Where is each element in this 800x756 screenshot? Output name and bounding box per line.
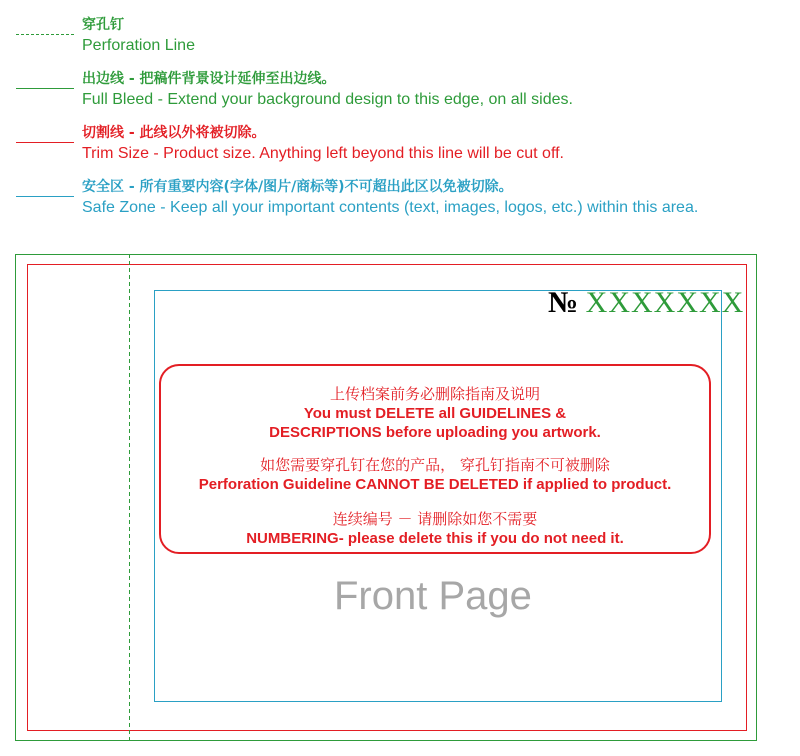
legend-safe-zone-cn: 安全区 - 所有重要内容(字体/图片/商标等)不可超出此区以免被切除。 <box>82 179 513 195</box>
front-page-label: Front Page <box>334 574 532 618</box>
legend-trim-cn: 切割线 - 此线以外将被切除。 <box>82 125 266 141</box>
notice-perforation-en: Perforation Guideline CANNOT BE DELETED if applied to product. <box>198 476 672 493</box>
notice-numbering-cn: 连续编号 － 请删除如您不需要 <box>332 510 538 528</box>
legend-bleed-cn: 出边线 - 把稿件背景设计延伸至出边线。 <box>82 71 336 87</box>
legend-bleed-en: Full Bleed - Extend your background design to this edge, on all sides. <box>82 91 573 108</box>
notice-numbering-en: NUMBERING- please delete this if you do not need it. <box>246 530 624 547</box>
legend-perforation-cn: 穿孔钉 <box>82 17 124 33</box>
numbering-placeholder <box>548 285 744 321</box>
notice-perforation-cn: 如您需要穿孔钉在您的产品， 穿孔钉指南不可被删除 <box>260 456 610 474</box>
guideline-notice-box <box>159 364 711 554</box>
legend-safe-zone-en: Safe Zone - Keep all your important contents (text, images, logos, etc.) within this area. <box>82 199 699 216</box>
numbering-symbol: № <box>548 286 579 319</box>
legend-trim-en: Trim Size - Product size. Anything left beyond this line will be cut off. <box>82 145 564 162</box>
notice-delete-cn: 上传档案前务必删除指南及说明 <box>329 385 540 403</box>
numbering-value: XXXXXXX <box>585 286 745 319</box>
notice-delete-en-1: You must DELETE all GUIDELINES & <box>303 405 567 422</box>
legend-perforation-en: Perforation Line <box>82 37 195 54</box>
notice-delete-en-2: DESCRIPTIONS before uploading you artwork. <box>269 424 601 441</box>
